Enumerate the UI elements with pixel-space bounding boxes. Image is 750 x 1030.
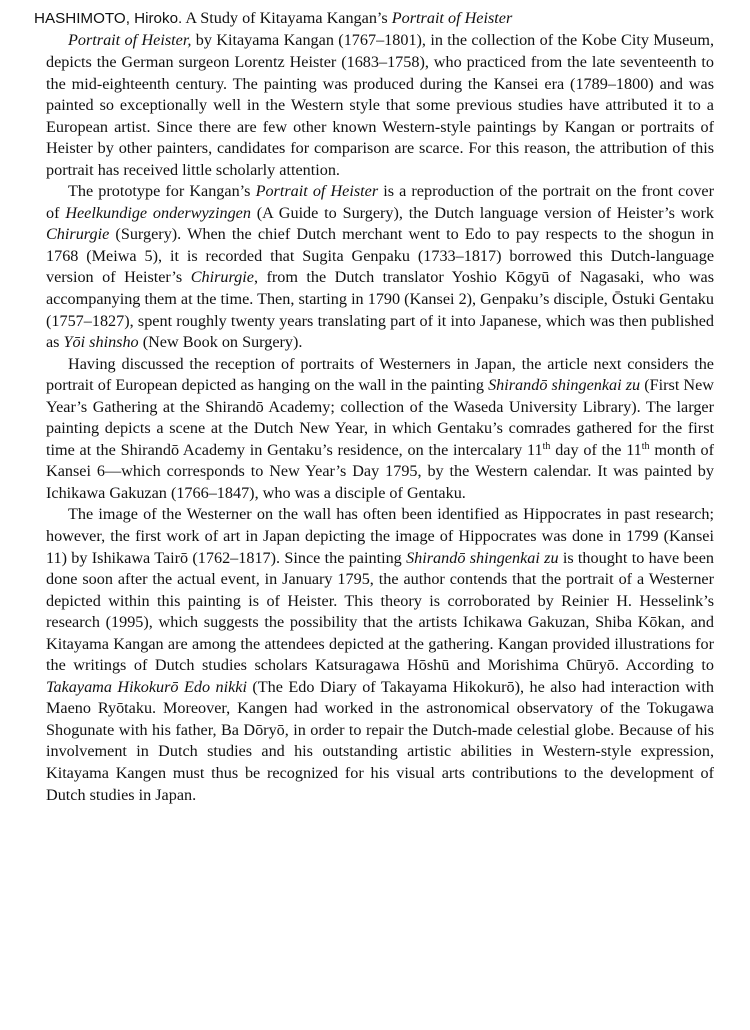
italic-text: Takayama Hikokurō Edo nikki xyxy=(46,677,247,696)
italic-text: Portrait of Heister xyxy=(255,182,379,201)
text-run: is thought to have been done soon after the actual event, in January 1795, the author contends that the portrait of a Westerner depicted within this painting is of Heister. This theory is corroborated by Reinier H. Hesselink’s research (1995), which suggests the possibility that the artists Ichikawa Gakuzan, Shiba Kōkan, and Kitayama Kangan are among the attendees depicted at the gathering. Kangan provided illustrations for the writings of Dutch studies scholars Katsuragawa Hōshū and Morishima Chūryō. According to xyxy=(46,548,714,675)
text-run: The image of the Westerner on the wall has often been identified as Hippocrates in past research; however, the first work of art in Japan depicting the image of Hippocrates was done in 1799 (Kansei 11) by Ishikawa Tairō (1762–1817). Since the painting xyxy=(46,505,714,567)
text-run: (The Edo Diary of Takayama Hikokurō), he also had interaction with Maeno Ryōtaku. Moreover, Kangen had worked in the astronomical observatory of the Tokugawa Shogunate with his father, Ba Dōryō, in order to repair the Dutch-made celestial globe. Because of his involvement in Dutch studies and his outstanding artistic abilities in Western-style expression, Kitayama Kangen must thus be recognized for his visual arts contributions to the development of Dutch studies in Japan. xyxy=(46,677,714,804)
author-name: HASHIMOTO, Hiroko. xyxy=(34,10,183,27)
ordinal-superscript: th xyxy=(641,440,650,452)
italic-text: Shirandō shingenkai zu xyxy=(488,376,641,395)
italic-text: Shirandō shingenkai zu xyxy=(406,548,559,567)
text-run: (First New Year’s Gathering at the Shirandō Academy; collection of the Waseda University Library). The larger painting depicts a scene at the Dutch New Year, in which Gentaku’s comrades gathered for the first time at the Shirandō Academy in Gentaku’s residence, on the intercalary 11 xyxy=(46,376,714,459)
italic-text: Chirurgie xyxy=(46,225,110,244)
paragraph xyxy=(46,181,714,353)
paragraph xyxy=(46,30,714,181)
title-prefix: A Study of Kitayama Kangan’s xyxy=(185,9,388,27)
italic-text: Heelkundige onderwyzingen xyxy=(65,203,251,222)
ordinal-superscript: th xyxy=(542,440,551,452)
title-italic: Portrait of Heister xyxy=(391,9,513,27)
paragraph xyxy=(46,504,714,806)
text-run: (Surgery). When the chief Dutch merchant went to Edo to pay respects to the shogun in 1768 (Meiwa 5), it is recorded that Sugita Genpaku (1733–1817) borrowed this Dutch-language version of Heister’s xyxy=(46,225,714,287)
text-run: month of Kansei 6—which corresponds to New Year’s Day 1795, by the Western calendar. It was painted by Ichikawa Gakuzan (1766–1847), who was a disciple of Gentaku. xyxy=(46,440,714,502)
text-run: , from the Dutch translator Yoshio Kōgyū of Nagasaki, who was accompanying them at the time. Then, starting in 1790 (Kansei 2), Genpaku’s disciple, Ōstuki Gentaku (1757–1827), spent roughly twenty years translating part of it into Japanese, which was then published as xyxy=(46,268,715,352)
abstract-heading xyxy=(34,8,714,29)
text-run: (A Guide to Surgery), the Dutch language version of Heister’s work xyxy=(250,203,715,222)
text-run: day of the 11 xyxy=(550,440,642,459)
text-run: Having discussed the reception of portraits of Westerners in Japan, the article next considers the portrait of European depicted as hanging on the wall in the painting xyxy=(46,354,714,395)
italic-text: Portrait of Heister, xyxy=(68,31,192,50)
italic-text: Chirurgie xyxy=(190,268,254,287)
text-run: is a reproduction of the portrait on the front cover of xyxy=(46,182,714,222)
text-run: by Kitayama Kangan (1767–1801), in the collection of the Kobe City Museum, depicts the German surgeon Lorentz Heister (1683–1758), who practiced from the late seventeenth to the mid-eighteenth century. The painting was produced during the Kansei era (1789–1800) and was painted so exceptionally well in the Western style that some previous studies have attributed it to a European artist. Since there are few other known Western-style paintings by Kangan or portraits of Heister by other painters, candidates for comparison are scarce. For this reason, the attribution of this portrait has received little scholarly attention. xyxy=(46,31,714,179)
italic-text: Yōi shinsho xyxy=(63,333,139,352)
paragraph xyxy=(46,354,714,505)
text-run: The prototype for Kangan’s xyxy=(68,182,256,201)
text-run: (New Book on Surgery). xyxy=(138,333,303,352)
